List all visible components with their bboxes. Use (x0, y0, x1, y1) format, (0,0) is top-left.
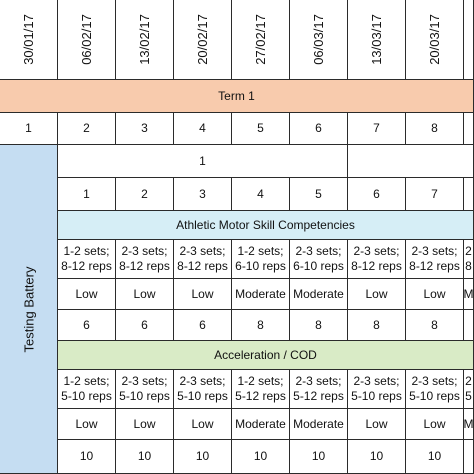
intensity-cell (58, 409, 116, 440)
volume-cell (232, 310, 290, 341)
session-number: 6 (373, 186, 380, 201)
intensity-label: Low (191, 416, 214, 431)
reps-line: 6-10 reps (235, 259, 286, 273)
intensity-label: Low (75, 286, 98, 301)
week-number: 1 (25, 121, 32, 135)
volume-cell (406, 440, 464, 474)
sets-line: 2-3 sets; (353, 374, 400, 388)
date-label: 13/03/17 (368, 14, 384, 65)
sets-reps-cell (464, 370, 474, 409)
session-number-cell (464, 178, 474, 211)
date-header-cell (0, 0, 58, 80)
volume-value: 10 (137, 449, 152, 463)
sets-reps-cell (348, 370, 406, 409)
date-header-cell (116, 0, 174, 80)
sets-line: 2-3 sets; (179, 374, 226, 388)
intensity-label: Low (133, 286, 156, 301)
session-number-cell (174, 178, 232, 211)
week-number-cell (464, 113, 474, 145)
sets-reps-cell (464, 240, 474, 279)
session-number-cell (348, 178, 406, 211)
volume-value: 8 (315, 317, 322, 332)
sets-reps-cell (232, 370, 290, 409)
session-number: 5 (315, 186, 322, 201)
volume-cell (116, 440, 174, 474)
sets-line: 2-3 sets; (353, 244, 400, 258)
intensity-cell (406, 279, 464, 310)
date-header-cell (290, 0, 348, 80)
session-number-cell (232, 178, 290, 211)
reps-line: 6-10 reps (293, 259, 344, 273)
date-header-cell (464, 0, 474, 80)
sets-line: 2 (465, 244, 472, 258)
volume-cell (464, 440, 474, 474)
intensity-label: Moderate (235, 416, 286, 431)
sets-line: 2-3 sets; (295, 374, 342, 388)
date-label: 30/01/17 (20, 14, 36, 65)
week-number-cell (348, 113, 406, 145)
reps-line: 8-12 reps (409, 259, 460, 273)
intensity-cell (58, 279, 116, 310)
block-next-cell (348, 145, 474, 178)
sets-line: 2-3 sets; (121, 244, 168, 258)
week-number-cell (290, 113, 348, 145)
intensity-label: M (464, 416, 474, 431)
acceleration-cod-band-label: Acceleration / COD (214, 347, 317, 362)
reps-line: 5-10 reps (351, 389, 402, 403)
volume-cell (232, 440, 290, 474)
reps-line: 8-12 reps (119, 259, 170, 273)
reps-line: 5-10 reps (119, 389, 170, 403)
volume-cell (290, 440, 348, 474)
intensity-label: Low (75, 416, 98, 431)
intensity-cell (174, 409, 232, 440)
block-number: 1 (199, 153, 206, 168)
date-label: 20/03/17 (426, 14, 442, 65)
reps-line: 5-10 reps (409, 389, 460, 403)
week-number: 4 (199, 121, 206, 135)
intensity-label: Moderate (293, 416, 344, 431)
week-number-cell (116, 113, 174, 145)
week-number-cell (406, 113, 464, 145)
intensity-cell (290, 409, 348, 440)
sets-line: 2-3 sets; (411, 374, 458, 388)
volume-value: 10 (369, 449, 384, 463)
volume-cell (58, 310, 116, 341)
week-number: 7 (373, 121, 380, 135)
intensity-cell (116, 279, 174, 310)
term-band (0, 80, 474, 113)
volume-value: 8 (257, 317, 264, 332)
date-header-cell (58, 0, 116, 80)
week-number-cell (58, 113, 116, 145)
intensity-cell (464, 409, 474, 440)
sets-reps-cell (116, 370, 174, 409)
sets-reps-cell (348, 240, 406, 279)
volume-value: 10 (195, 449, 210, 463)
sets-line: 1-2 sets; (237, 374, 284, 388)
date-header-cell (406, 0, 464, 80)
intensity-cell (464, 279, 474, 310)
volume-value: 6 (199, 317, 206, 332)
sets-reps-cell (174, 240, 232, 279)
session-number: 1 (83, 186, 90, 201)
intensity-label: Low (365, 286, 388, 301)
date-label: 13/02/17 (136, 14, 152, 65)
date-label: 20/02/17 (194, 14, 210, 65)
reps-line: 5-12 reps (293, 389, 344, 403)
date-header-cell (232, 0, 290, 80)
reps-line: 8-12 reps (351, 259, 402, 273)
week-number: 2 (83, 121, 90, 135)
week-number: 8 (431, 121, 438, 135)
athletic-motor-skill-band-label: Athletic Motor Skill Competencies (176, 217, 355, 232)
sets-reps-cell (406, 240, 464, 279)
intensity-cell (290, 279, 348, 310)
sets-line: 2-3 sets; (295, 244, 342, 258)
sets-line: 2 (465, 374, 472, 388)
sets-reps-cell (174, 370, 232, 409)
week-number-cell (232, 113, 290, 145)
intensity-cell (406, 409, 464, 440)
volume-cell (348, 440, 406, 474)
intensity-label: Low (365, 416, 388, 431)
reps-line: 5-10 reps (61, 389, 112, 403)
reps-line: 5 (465, 389, 472, 403)
intensity-label: Low (191, 286, 214, 301)
sets-reps-cell (58, 240, 116, 279)
date-label: 06/03/17 (310, 14, 326, 65)
week-number: 3 (141, 121, 148, 135)
session-number: 7 (431, 186, 438, 201)
volume-value: 10 (253, 449, 268, 463)
session-number: 3 (199, 186, 206, 201)
volume-value: 10 (311, 449, 326, 463)
week-number: 6 (315, 121, 322, 135)
sets-line: 2-3 sets; (121, 374, 168, 388)
volume-cell (290, 310, 348, 341)
reps-line: 5-10 reps (177, 389, 228, 403)
sets-line: 2-3 sets; (179, 244, 226, 258)
intensity-cell (232, 409, 290, 440)
reps-line: 8-12 reps (177, 259, 228, 273)
reps-line: 8-12 reps (61, 259, 112, 273)
volume-value: 8 (431, 317, 438, 332)
sets-reps-cell (290, 240, 348, 279)
session-number: 2 (141, 186, 148, 201)
session-number: 4 (257, 186, 264, 201)
volume-value: 10 (427, 449, 442, 463)
sets-reps-cell (290, 370, 348, 409)
date-header-cell (348, 0, 406, 80)
volume-value: 10 (79, 449, 94, 463)
testing-battery-label: Testing Battery (21, 266, 36, 352)
sets-line: 2-3 sets; (411, 244, 458, 258)
volume-cell (464, 310, 474, 341)
intensity-label: Moderate (293, 286, 344, 301)
intensity-cell (174, 279, 232, 310)
session-number-cell (58, 178, 116, 211)
sets-reps-cell (116, 240, 174, 279)
athletic-motor-skill-band (58, 211, 474, 240)
sets-line: 1-2 sets; (63, 374, 110, 388)
date-label: 27/02/17 (252, 14, 268, 65)
week-number-cell (174, 113, 232, 145)
volume-cell (116, 310, 174, 341)
session-number-cell (116, 178, 174, 211)
date-header-cell (174, 0, 232, 80)
reps-line: 5-12 reps (235, 389, 286, 403)
week-number: 5 (257, 121, 264, 135)
sets-line: 1-2 sets; (63, 244, 110, 258)
intensity-cell (348, 409, 406, 440)
term-label: Term 1 (218, 88, 255, 103)
sets-line: 1-2 sets; (237, 244, 284, 258)
acceleration-cod-band (58, 341, 474, 370)
date-label: 06/02/17 (78, 14, 94, 65)
week-number-cell (0, 113, 58, 145)
sets-reps-cell (232, 240, 290, 279)
intensity-cell (348, 279, 406, 310)
intensity-label: Low (423, 286, 446, 301)
volume-cell (174, 440, 232, 474)
sets-reps-cell (58, 370, 116, 409)
intensity-label: M (464, 286, 474, 301)
session-number-cell (406, 178, 464, 211)
volume-value: 6 (83, 317, 90, 332)
volume-cell (348, 310, 406, 341)
intensity-cell (232, 279, 290, 310)
intensity-label: Low (423, 416, 446, 431)
intensity-label: Moderate (235, 286, 286, 301)
testing-battery-sidebar (0, 145, 58, 474)
volume-value: 8 (373, 317, 380, 332)
volume-cell (406, 310, 464, 341)
volume-cell (174, 310, 232, 341)
session-number-cell (290, 178, 348, 211)
volume-value: 6 (141, 317, 148, 332)
intensity-cell (116, 409, 174, 440)
intensity-label: Low (133, 416, 156, 431)
sets-reps-cell (406, 370, 464, 409)
block-number-cell (58, 145, 348, 178)
reps-line: 8 (465, 259, 472, 273)
volume-cell (58, 440, 116, 474)
